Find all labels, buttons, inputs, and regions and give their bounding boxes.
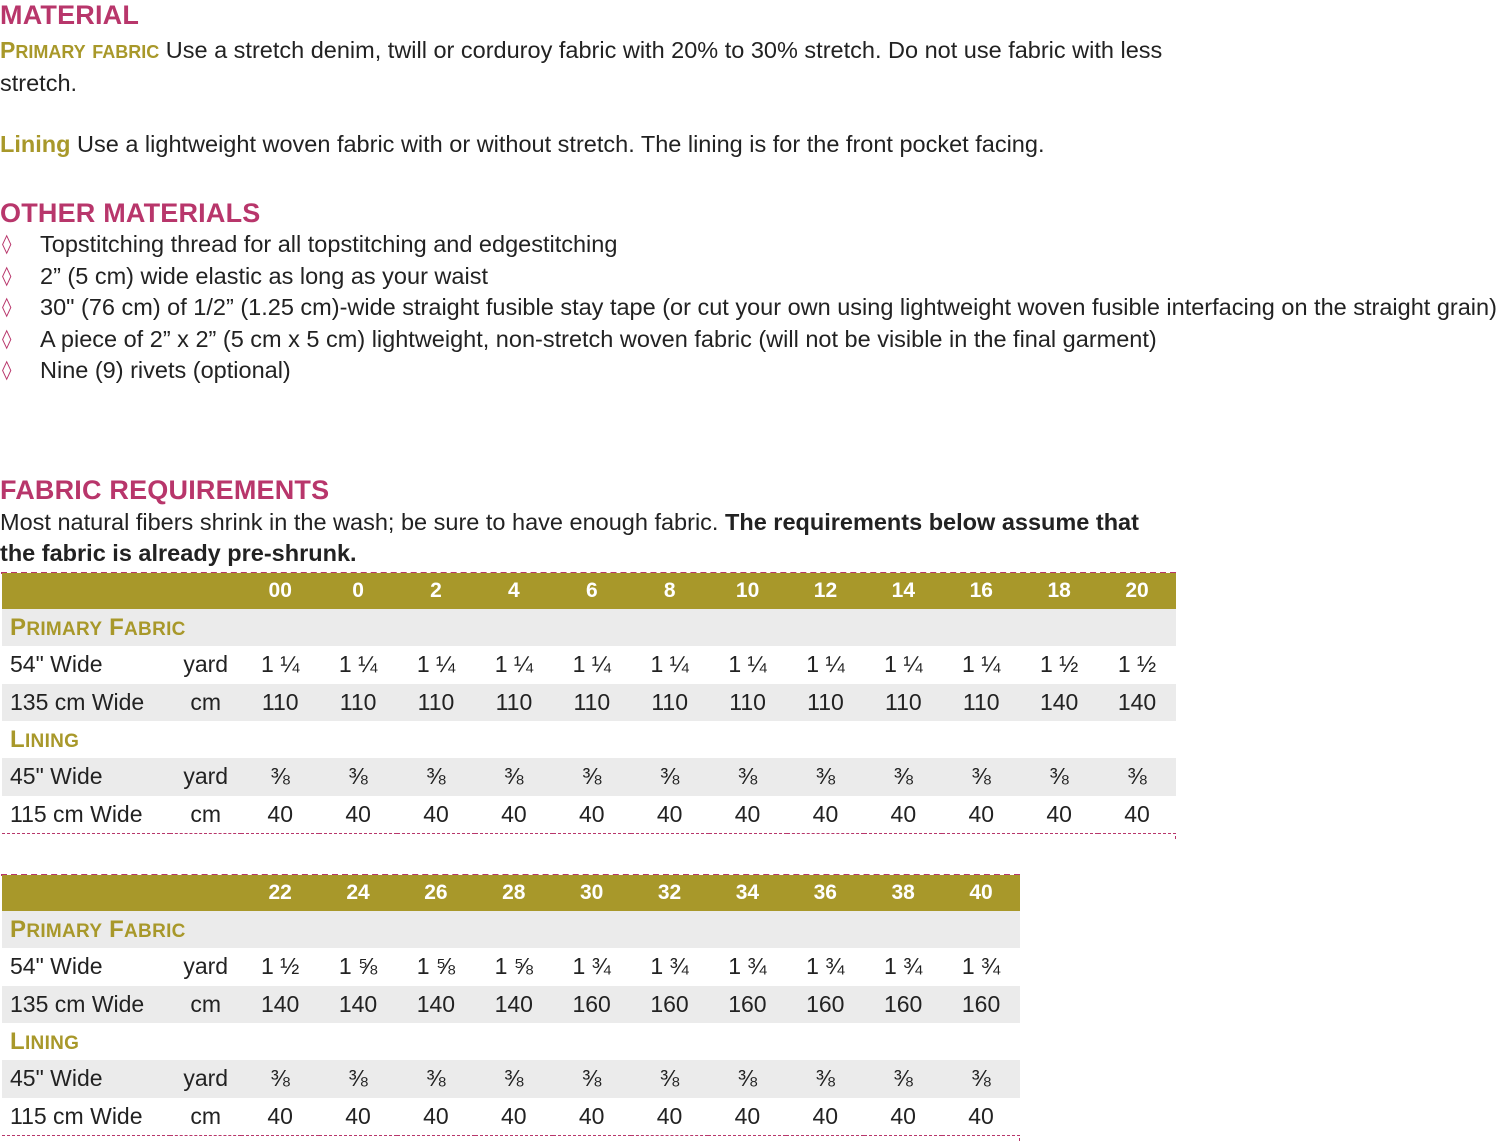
size-header: 26 — [397, 875, 475, 911]
header-blank — [170, 875, 241, 911]
amount-cell: 40 — [708, 1098, 786, 1136]
size-header-row — [2, 875, 1020, 911]
amount-cell: 40 — [864, 1098, 942, 1136]
size-header: 00 — [241, 573, 319, 609]
width-label: 45" Wide — [2, 1060, 170, 1098]
size-header: 40 — [942, 875, 1020, 911]
amount-cell: ⅜ — [787, 758, 865, 796]
amount-cell: ⅜ — [241, 758, 319, 796]
primary-section-title — [2, 609, 1176, 646]
primary-section-row — [2, 609, 1176, 646]
size-header: 36 — [786, 875, 864, 911]
amount-cell: 140 — [1098, 684, 1176, 722]
primary-section-row — [2, 911, 1020, 948]
amount-cell: 160 — [786, 986, 864, 1024]
amount-cell: ⅜ — [241, 1060, 319, 1098]
size-header: 20 — [1098, 573, 1176, 609]
amount-cell: ⅜ — [397, 758, 475, 796]
amount-cell: ⅜ — [553, 1060, 631, 1098]
width-label: 135 cm Wide — [2, 986, 170, 1024]
amount-cell: ⅜ — [1098, 758, 1176, 796]
diamond-bullet-icon: ◊ — [2, 264, 12, 287]
amount-cell: 1 ¼ — [942, 646, 1020, 684]
header-blank — [170, 573, 241, 609]
intro-plain-text: Most natural fibers shrink in the wash; be sure to have enough fabric. — [0, 509, 725, 535]
lining-section-title — [2, 1023, 1020, 1060]
other-material-item — [0, 229, 1160, 261]
amount-cell: 1 ¼ — [631, 646, 709, 684]
amount-cell: 1 ¾ — [864, 948, 942, 986]
amount-cell: 1 ¾ — [942, 948, 1020, 986]
size-header: 10 — [709, 573, 787, 609]
amount-cell: 40 — [942, 1098, 1020, 1136]
other-material-text: A piece of 2” x 2” (5 cm x 5 cm) lightweight, non-stretch woven fabric (will not be visible in the final garment) — [40, 325, 1157, 352]
amount-cell: 160 — [708, 986, 786, 1024]
unit-label: yard — [170, 948, 241, 986]
lining-section-label: LINING — [10, 1027, 80, 1055]
diamond-bullet-icon: ◊ — [2, 233, 12, 255]
amount-cell: 1 ½ — [241, 948, 319, 986]
amount-cell: 1 ¼ — [397, 646, 475, 684]
primary-fabric-label: PRIMARY FABRIC — [0, 37, 160, 63]
amount-cell: 140 — [1020, 684, 1098, 722]
other-material-item — [0, 355, 1160, 387]
amount-cell: 160 — [553, 986, 631, 1024]
amount-cell: ⅜ — [1020, 758, 1098, 796]
table-row — [2, 646, 1176, 684]
amount-cell: 40 — [553, 1098, 631, 1136]
unit-label: yard — [170, 1060, 241, 1098]
amount-cell: 1 ½ — [1020, 646, 1098, 684]
amount-cell: 110 — [553, 684, 631, 722]
amount-cell: 1 ¾ — [708, 948, 786, 986]
amount-cell: ⅜ — [319, 1060, 397, 1098]
amount-cell: 1 ⅝ — [475, 948, 553, 986]
other-material-item — [0, 324, 1160, 356]
width-label: 115 cm Wide — [2, 1098, 170, 1136]
unit-label: cm — [170, 796, 241, 834]
size-header-row — [2, 573, 1176, 609]
lining-section-label: LINING — [10, 725, 80, 753]
amount-cell: ⅜ — [942, 1060, 1020, 1098]
table-row — [2, 1060, 1020, 1098]
material-heading: MATERIAL — [0, 0, 140, 30]
amount-cell: 40 — [1020, 796, 1098, 834]
primary-section-title — [2, 911, 1020, 948]
header-blank — [2, 573, 170, 609]
amount-cell: 140 — [319, 986, 397, 1024]
size-header: 32 — [631, 875, 709, 911]
table-row — [2, 1098, 1020, 1136]
amount-cell: ⅜ — [319, 758, 397, 796]
lining-section-title — [2, 721, 1176, 758]
size-header: 16 — [942, 573, 1020, 609]
width-label: 54" Wide — [2, 948, 170, 986]
amount-cell: 160 — [631, 986, 709, 1024]
amount-cell: 1 ¼ — [864, 646, 942, 684]
other-material-text: 2” (5 cm) wide elastic as long as your waist — [40, 262, 488, 289]
amount-cell: 110 — [475, 684, 553, 722]
size-header: 14 — [864, 573, 942, 609]
size-header: 6 — [553, 573, 631, 609]
table-row — [2, 758, 1176, 796]
amount-cell: 110 — [241, 684, 319, 722]
primary-section-label: PRIMARY FABRIC — [10, 613, 186, 641]
table-row — [2, 684, 1176, 722]
amount-cell: ⅜ — [864, 1060, 942, 1098]
amount-cell: 40 — [475, 1098, 553, 1136]
amount-cell: 140 — [397, 986, 475, 1024]
amount-cell: 1 ¾ — [553, 948, 631, 986]
amount-cell: 40 — [631, 796, 709, 834]
diamond-bullet-icon: ◊ — [2, 296, 12, 318]
fabric-table-1 — [2, 573, 1176, 834]
amount-cell: ⅜ — [553, 758, 631, 796]
size-header: 18 — [1020, 573, 1098, 609]
diamond-bullet-icon: ◊ — [2, 359, 12, 381]
amount-cell: 140 — [241, 986, 319, 1024]
size-header: 8 — [631, 573, 709, 609]
amount-cell: 1 ¾ — [786, 948, 864, 986]
unit-label: cm — [170, 986, 241, 1024]
lining-section-row — [2, 1023, 1020, 1060]
table-row — [2, 948, 1020, 986]
amount-cell: 110 — [397, 684, 475, 722]
size-header: 28 — [475, 875, 553, 911]
width-label: 45" Wide — [2, 758, 170, 796]
amount-cell: 1 ¼ — [553, 646, 631, 684]
primary-fabric-paragraph — [0, 35, 1178, 99]
table-row — [2, 796, 1176, 834]
amount-cell: 40 — [475, 796, 553, 834]
amount-cell: 110 — [631, 684, 709, 722]
amount-cell: ⅜ — [786, 1060, 864, 1098]
other-materials-heading: OTHER MATERIALS — [0, 198, 261, 228]
other-material-text: 30" (76 cm) of 1/2” (1.25 cm)-wide straight fusible stay tape (or cut your own using lightweight woven fusible interfacing on the straight grain) — [40, 294, 1497, 320]
amount-cell: 110 — [864, 684, 942, 722]
amount-cell: ⅜ — [709, 758, 787, 796]
amount-cell: 40 — [553, 796, 631, 834]
fabric-table-2 — [2, 875, 1020, 1136]
size-header: 24 — [319, 875, 397, 911]
amount-cell: 40 — [397, 1098, 475, 1136]
amount-cell: ⅜ — [708, 1060, 786, 1098]
amount-cell: ⅜ — [631, 1060, 709, 1098]
amount-cell: 40 — [241, 1098, 319, 1136]
amount-cell: ⅜ — [631, 758, 709, 796]
amount-cell: 40 — [1098, 796, 1176, 834]
amount-cell: 40 — [241, 796, 319, 834]
amount-cell: 40 — [397, 796, 475, 834]
other-materials-list — [0, 229, 1497, 387]
amount-cell: ⅜ — [397, 1060, 475, 1098]
lining-section-row — [2, 721, 1176, 758]
amount-cell: 110 — [709, 684, 787, 722]
amount-cell: 40 — [786, 1098, 864, 1136]
amount-cell: 110 — [787, 684, 865, 722]
size-header: 30 — [553, 875, 631, 911]
fabric-requirements-intro — [0, 507, 1178, 569]
table-row — [2, 986, 1020, 1024]
amount-cell: 140 — [475, 986, 553, 1024]
primary-fabric-text: Use a stretch denim, twill or corduroy fabric with 20% to 30% stretch. Do not use fabric with less stretch. — [0, 37, 1163, 96]
size-header: 4 — [475, 573, 553, 609]
lining-label: Lining — [0, 131, 71, 157]
amount-cell: 1 ¼ — [475, 646, 553, 684]
amount-cell: 40 — [631, 1098, 709, 1136]
amount-cell: ⅜ — [864, 758, 942, 796]
size-header: 0 — [319, 573, 397, 609]
fabric-requirements-heading: FABRIC REQUIREMENTS — [0, 475, 330, 505]
amount-cell: 40 — [319, 1098, 397, 1136]
width-label: 54" Wide — [2, 646, 170, 684]
unit-label: cm — [170, 1098, 241, 1136]
amount-cell: 1 ½ — [1098, 646, 1176, 684]
amount-cell: 160 — [942, 986, 1020, 1024]
amount-cell: ⅜ — [475, 1060, 553, 1098]
amount-cell: 1 ⅝ — [319, 948, 397, 986]
size-header: 38 — [864, 875, 942, 911]
amount-cell: 1 ¾ — [631, 948, 709, 986]
other-material-item — [0, 292, 1497, 324]
size-header: 12 — [787, 573, 865, 609]
size-header: 34 — [708, 875, 786, 911]
amount-cell: 110 — [319, 684, 397, 722]
other-material-text: Topstitching thread for all topstitching and edgestitching — [40, 231, 618, 257]
lining-text: Use a lightweight woven fabric with or without stretch. The lining is for the front pocket facing. — [77, 131, 1045, 157]
amount-cell: 40 — [942, 796, 1020, 834]
amount-cell: 1 ¼ — [709, 646, 787, 684]
amount-cell: 40 — [709, 796, 787, 834]
amount-cell: 1 ¼ — [787, 646, 865, 684]
other-material-item — [0, 261, 1160, 293]
width-label: 115 cm Wide — [2, 796, 170, 834]
diamond-bullet-icon: ◊ — [2, 327, 12, 350]
unit-label: cm — [170, 684, 241, 722]
amount-cell: ⅜ — [475, 758, 553, 796]
amount-cell: 1 ⅝ — [397, 948, 475, 986]
size-header: 2 — [397, 573, 475, 609]
amount-cell: 160 — [864, 986, 942, 1024]
header-blank — [2, 875, 170, 911]
amount-cell: ⅜ — [942, 758, 1020, 796]
amount-cell: 40 — [787, 796, 865, 834]
amount-cell: 110 — [942, 684, 1020, 722]
amount-cell: 1 ¼ — [241, 646, 319, 684]
unit-label: yard — [170, 758, 241, 796]
unit-label: yard — [170, 646, 241, 684]
lining-paragraph — [0, 129, 1178, 160]
amount-cell: 40 — [864, 796, 942, 834]
width-label: 135 cm Wide — [2, 684, 170, 722]
intro-bold-text: The requirements below assume that the fabric is already pre-shrunk. — [0, 509, 1139, 566]
other-material-text: Nine (9) rivets (optional) — [40, 357, 291, 383]
size-header: 22 — [241, 875, 319, 911]
amount-cell: 40 — [319, 796, 397, 834]
amount-cell: 1 ¼ — [319, 646, 397, 684]
primary-section-label: PRIMARY FABRIC — [10, 915, 186, 943]
